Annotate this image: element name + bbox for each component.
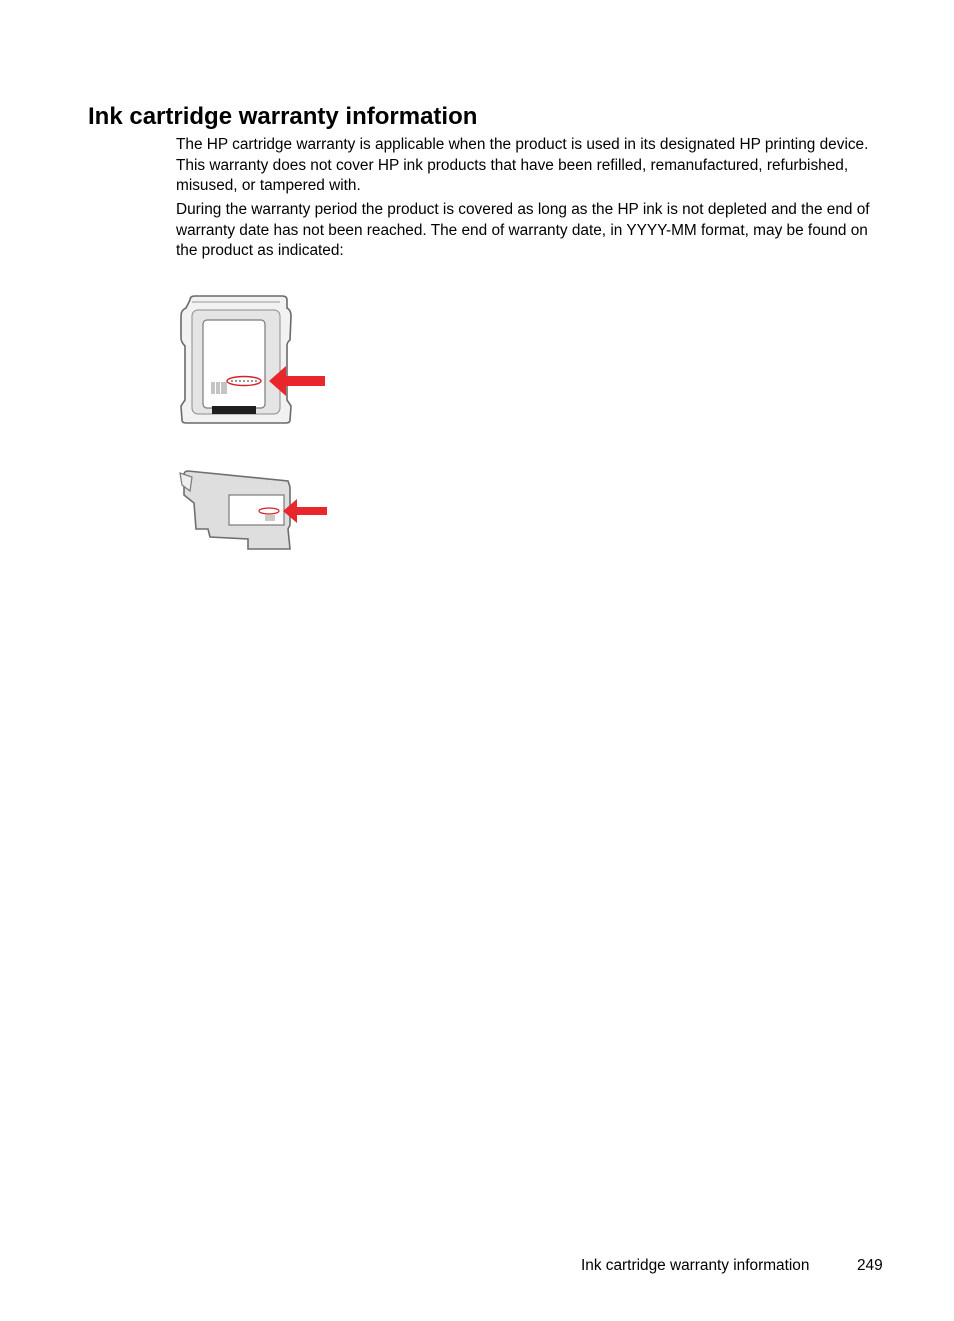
page-title: Ink cartridge warranty information — [88, 103, 478, 130]
ink-cartridge-illustration — [170, 290, 335, 430]
page-number: 249 — [857, 1257, 883, 1274]
warranty-applicability-paragraph: The HP cartridge warranty is applicable when the product is used in its designated HP printing device. This warranty does not cover HP ink products that have been refilled, remanufactured, refurbished, misused, or tampered with. — [176, 136, 869, 194]
footer-section-title: Ink cartridge warranty information — [581, 1257, 810, 1274]
warranty-period-paragraph: During the warranty period the product is covered as long as the HP ink is not depleted and the end of warranty date has not been reached. The end of warranty date, in YYYY-MM format, may be found on the product as indicated: — [176, 201, 870, 259]
printhead-illustration — [170, 465, 335, 557]
barcode-icon — [212, 382, 226, 394]
